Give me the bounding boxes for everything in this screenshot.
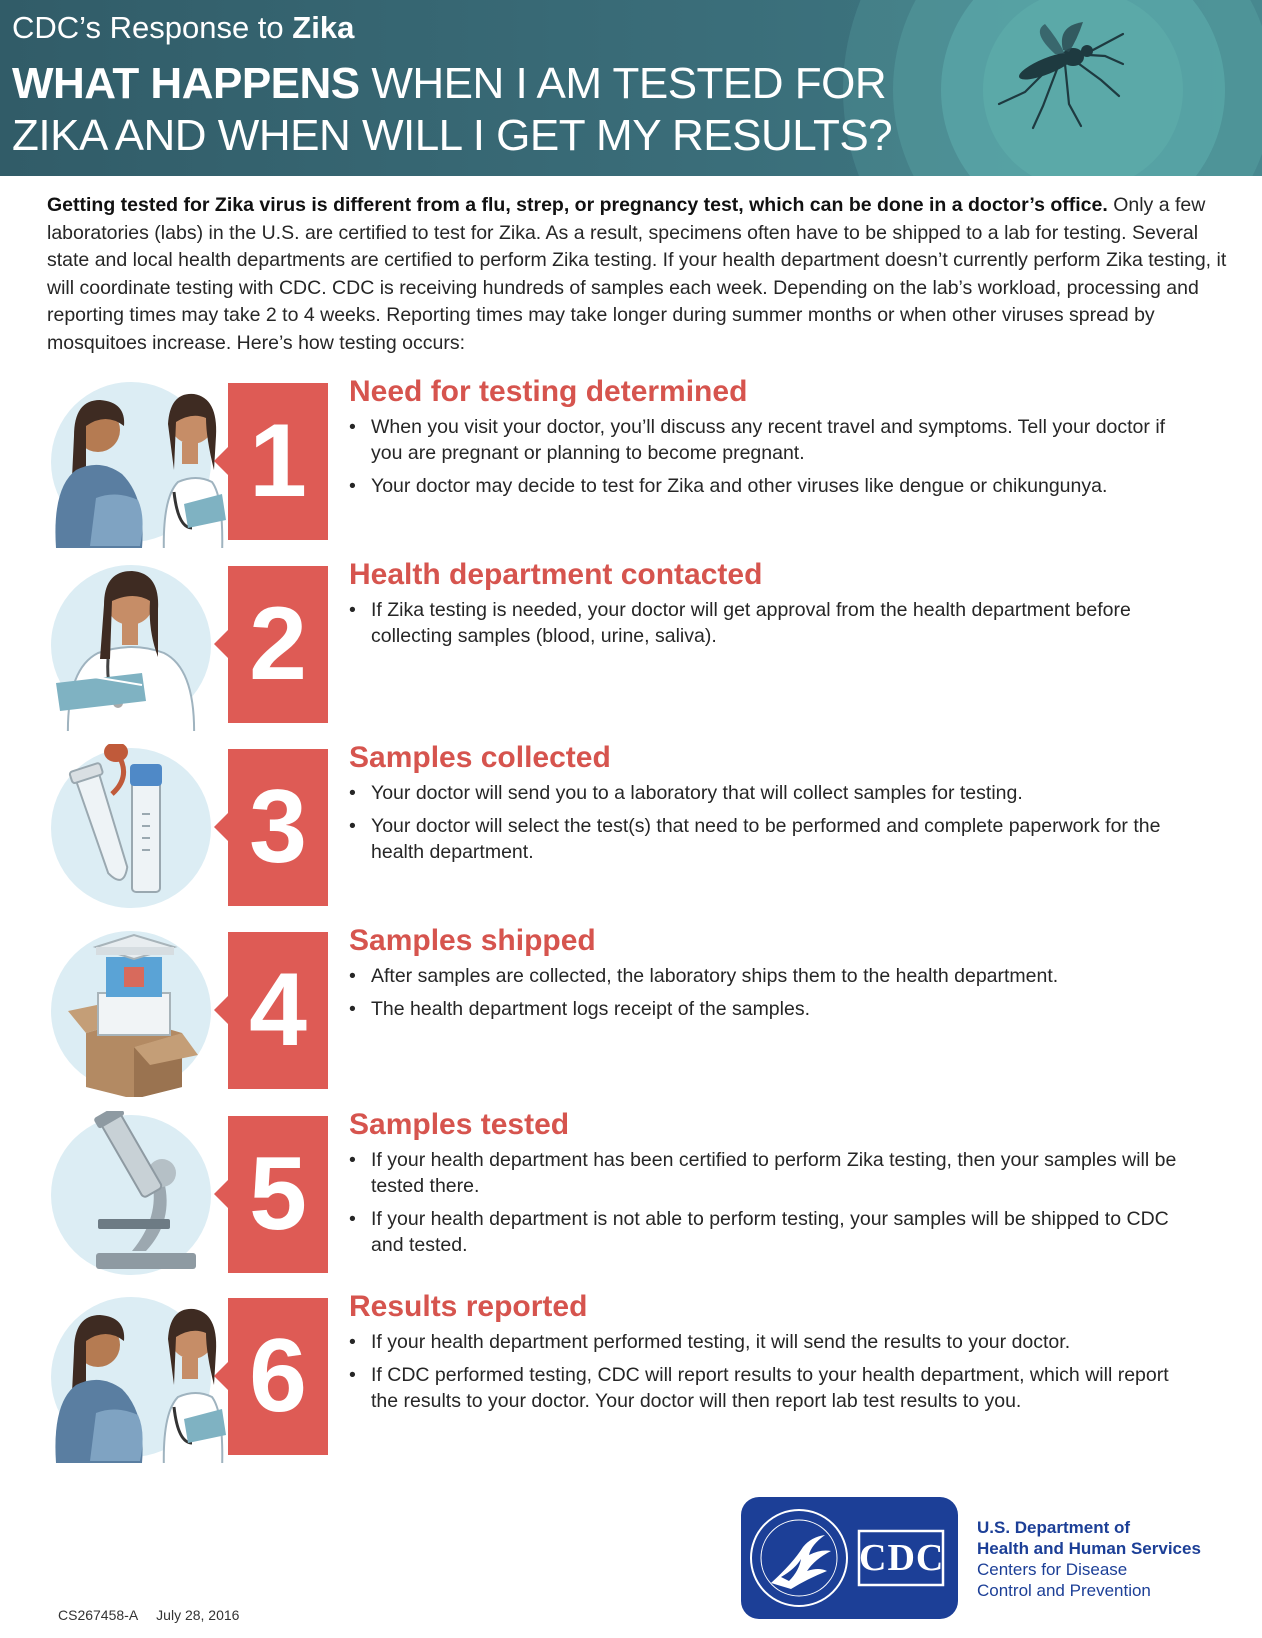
step-number: 4 xyxy=(228,932,328,1089)
page-title: WHAT HAPPENS WHEN I AM TESTED FOR ZIKA AND WHEN WILL I GET MY RESULTS? xyxy=(12,59,893,160)
cdc-line: Control and Prevention xyxy=(977,1581,1151,1600)
step-bullet: • When you visit your doctor, you’ll discuss any recent travel and symptoms. Tell your doctor if you are pregnant or planning to become pregnant. xyxy=(349,414,1199,466)
step-bullet: • Your doctor will send you to a laboratory that will collect samples for testing. xyxy=(349,780,1199,806)
doctor-with-clipboard-icon xyxy=(46,561,236,731)
step-title: Need for testing determined xyxy=(349,375,748,408)
hhs-organization-name xyxy=(977,1517,1201,1601)
step-number: 5 xyxy=(228,1116,328,1273)
sample-tubes-icon xyxy=(46,744,236,914)
step-title: Samples collected xyxy=(349,741,611,774)
step-bullet-list xyxy=(349,597,1199,656)
step-bullet: • If your health department is not able to perform testing, your samples will be shipped to CDC and tested. xyxy=(349,1206,1199,1258)
shipping-box-icon xyxy=(46,927,236,1097)
cdc-line: Centers for Disease xyxy=(977,1560,1128,1579)
step-6 xyxy=(0,1290,1262,1463)
step-bullet: • If Zika testing is needed, your doctor will get approval from the health department before collecting samples (blood, urine, saliva). xyxy=(349,597,1199,649)
cdc-logo-text: CDC xyxy=(859,1537,945,1579)
patient-and-doctor-icon xyxy=(46,378,236,548)
publication-date: July 28, 2016 xyxy=(156,1607,240,1623)
page-header xyxy=(0,0,1262,176)
step-bullet-list xyxy=(349,1329,1199,1421)
microscope-icon xyxy=(46,1111,236,1281)
intro-paragraph: Getting tested for Zika virus is different from a flu, strep, or pregnancy test, which can be done in a doctor’s office. Only a few laboratories (labs) in the U.S. are certified to test for Zika. As a result, specimens often have to be shipped to a lab for testing. Several state and local health departments are certified to perform Zika testing. If your health department doesn’t currently perform Zika testing, it will coordinate testing with CDC. CDC is receiving hundreds of samples each week. Depending on the lab’s workload, processing and reporting times may take 2 to 4 weeks. Reporting times may take longer during summer months or when other viruses spread by mosquitoes increase. Here’s how testing occurs: xyxy=(47,194,1227,354)
mosquito-icon xyxy=(985,20,1125,130)
step-1 xyxy=(0,375,1262,548)
hhs-cdc-logo xyxy=(741,1497,958,1619)
document-id: CS267458-A xyxy=(58,1607,139,1623)
hhs-line: U.S. Department of xyxy=(977,1518,1131,1537)
step-bullet-list xyxy=(349,414,1199,506)
step-4 xyxy=(0,924,1262,1097)
step-5 xyxy=(0,1108,1262,1281)
step-title: Health department contacted xyxy=(349,558,763,591)
patient-and-doctor-icon xyxy=(46,1293,236,1463)
step-bullet: • Your doctor will select the test(s) that need to be performed and complete paperwork for the health department. xyxy=(349,813,1199,865)
header-kicker: CDC’s Response to Zika xyxy=(12,10,355,45)
step-2 xyxy=(0,558,1262,731)
step-bullet: • After samples are collected, the laboratory ships them to the health department. xyxy=(349,963,1199,989)
step-title: Samples tested xyxy=(349,1108,570,1141)
step-bullet: • If your health department performed testing, it will send the results to your doctor. xyxy=(349,1329,1199,1355)
step-3 xyxy=(0,741,1262,914)
step-bullet: • The health department logs receipt of the samples. xyxy=(349,996,1199,1022)
hhs-line: Health and Human Services xyxy=(977,1539,1201,1558)
step-number: 1 xyxy=(228,383,328,540)
step-bullet: • If CDC performed testing, CDC will report results to your health department, which will report the results to your doctor. Your doctor will then report lab test results to you. xyxy=(349,1362,1199,1414)
step-title: Samples shipped xyxy=(349,924,596,957)
step-bullet-list xyxy=(349,1147,1199,1265)
step-bullet-list xyxy=(349,780,1199,872)
step-number: 2 xyxy=(228,566,328,723)
step-bullet: • Your doctor may decide to test for Zika and other viruses like dengue or chikungunya. xyxy=(349,473,1199,499)
step-number: 6 xyxy=(228,1298,328,1455)
step-title: Results reported xyxy=(349,1290,588,1323)
step-bullet: • If your health department has been certified to perform Zika testing, then your samples will be tested there. xyxy=(349,1147,1199,1199)
step-number: 3 xyxy=(228,749,328,906)
step-bullet-list xyxy=(349,963,1199,1029)
document-id-line xyxy=(58,1607,239,1623)
